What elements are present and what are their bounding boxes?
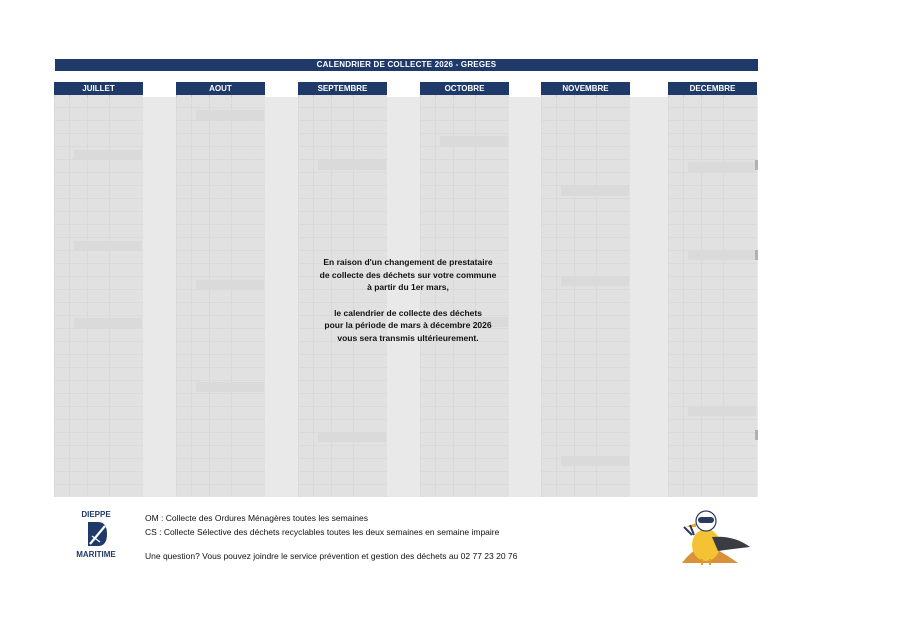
calendar-title: CALENDRIER DE COLLECTE 2026 - GREGES <box>55 59 758 71</box>
notice-line: de collecte des déchets sur votre commune <box>319 269 497 280</box>
logo-text-bottom: MARITIME <box>76 550 116 559</box>
logo-text-top: DIEPPE <box>81 510 111 519</box>
notice-message <box>258 256 558 344</box>
notice-line: vous sera transmis ultérieurement. <box>337 332 479 343</box>
month-header: SEPTEMBRE <box>298 82 387 95</box>
logo-mark-icon <box>86 520 108 548</box>
month-header: NOVEMBRE <box>541 82 630 95</box>
notice-line: pour la période de mars à décembre 2026 <box>324 320 492 330</box>
month-header: JUILLET <box>54 82 143 95</box>
contact-info: Une question? Vous pouvez joindre le service prévention et gestion des déchets au 02 77 23 20 76 <box>145 551 518 561</box>
notice-line: le calendrier de collecte des déchets <box>334 307 482 318</box>
notice-line: à partir du 1er mars, <box>367 282 449 292</box>
legend-om: OM : Collecte des Ordures Ménagères toutes les semaines <box>145 513 368 523</box>
seagull-mascot-icon <box>668 505 753 567</box>
month-header: OCTOBRE <box>420 82 509 95</box>
notice-line: En raison d'un changement de prestataire <box>323 257 493 267</box>
legend-cs: CS : Collecte Sélective des déchets recyclables toutes les deux semaines en semaine impaire <box>145 527 500 537</box>
month-header: DECEMBRE <box>668 82 757 95</box>
month-header: AOUT <box>176 82 265 95</box>
dieppe-maritime-logo <box>74 510 118 560</box>
